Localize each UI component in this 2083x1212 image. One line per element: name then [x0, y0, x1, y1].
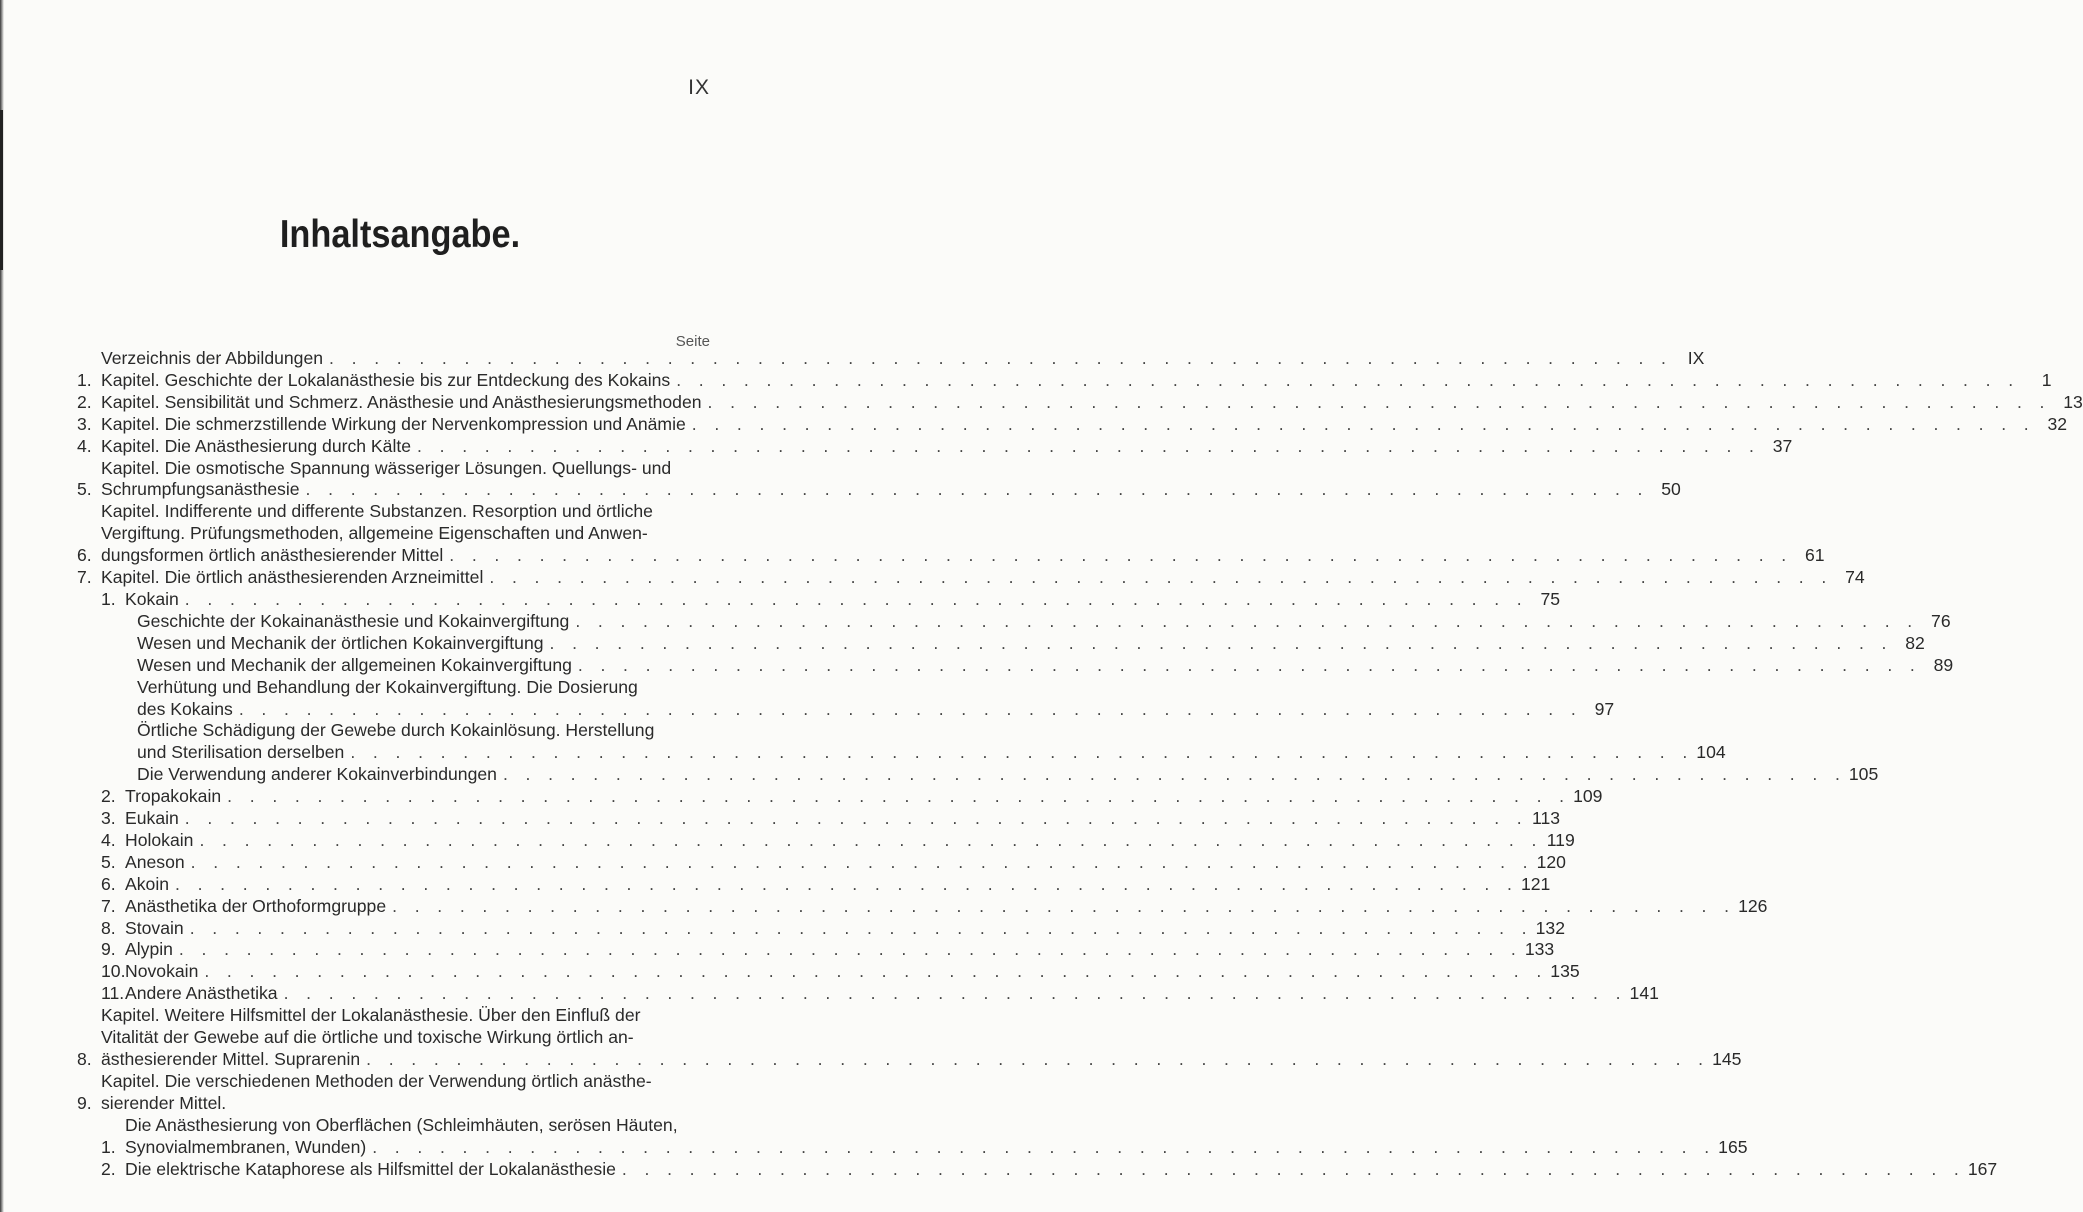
toc-entry-text: Stovain — [125, 917, 184, 938]
toc-entry-text: Holokain — [125, 829, 194, 850]
toc-entry-text: Die elektrische Kataphorese als Hilfsmittel der Lokalanästhesie — [125, 1158, 616, 1179]
toc-entry — [77, 567, 1865, 589]
toc-entry-page: 76 — [1931, 610, 1951, 631]
toc-entry-text: Kokain — [125, 588, 179, 609]
toc-entry-number: 3. — [101, 808, 116, 829]
page-binding-shadow — [0, 110, 3, 270]
toc-entry — [77, 1158, 1998, 1181]
toc-entry-page: 74 — [1845, 567, 1865, 588]
toc-entry — [77, 917, 1565, 940]
toc-entry-page: 75 — [1540, 588, 1561, 609]
toc-entry — [77, 588, 1561, 611]
dot-leader: . . . . . . . . . . . . . . . . . . . . . . . . . . . . . . . . . . . . . . . . . . . . . . . . . . . . . . . . . . . . — [350, 742, 1694, 763]
dot-leader: . . . . . . . . . . . . . . . . . . . . . . . . . . . . . . . . . . . . . . . . . . . . . . . . . . . . . . . . . . . . — [305, 479, 1649, 500]
toc-entry-number: 8. — [101, 917, 116, 938]
toc-entry-text: dungsformen örtlich anästhesierender Mittel — [101, 545, 444, 566]
toc-entry-text: Kapitel. Die osmotische Spannung wässeriger Lösungen. Quellungs- und — [101, 457, 672, 478]
dot-leader: . . . . . . . . . . . . . . . . . . . . . . . . . . . . . . . . . . . . . . . . . . . . . . . . . . . . . . . . . . . . — [283, 983, 1627, 1004]
toc-entry — [77, 391, 2083, 414]
toc-entry-page: 167 — [1967, 1158, 1998, 1179]
toc-entry — [77, 961, 1580, 983]
toc-entry-page: IX — [1687, 348, 1705, 368]
toc-entry-number: 4. — [77, 435, 92, 456]
toc-entry — [77, 939, 1555, 961]
toc-entry-text: Vergiftung. Prüfungsmethoden, allgemeine Eigenschaften und Anwen- — [101, 523, 648, 544]
toc-entry-number: 5. — [77, 479, 92, 500]
dot-leader: . . . . . . . . . . . . . . . . . . . . . . . . . . . . . . . . . . . . . . . . . . . . . . . . . . . . . . . . . . . . — [184, 588, 1529, 609]
dot-leader: . . . . . . . . . . . . . . . . . . . . . . . . . . . . . . . . . . . . . . . . . . . . . . . . . . . . . . . . . . . . — [577, 654, 1922, 675]
toc-entry-text: Vitalität der Gewebe auf die örtliche und toxische Wirkung örtlich an- — [101, 1027, 634, 1048]
toc-entry-text: Geschichte der Kokainanästhesie und Kokainvergiftung — [137, 610, 570, 631]
toc-entry-text: Eukain — [125, 808, 179, 829]
dot-leader: . . . . . . . . . . . . . . . . . . . . . . . . . . . . . . . . . . . . . . . . . . . . . . . . . . . . . . . . . . . . — [190, 851, 1534, 872]
toc-entry-page: 113 — [1532, 808, 1561, 829]
dot-leader: . . . . . . . . . . . . . . . . . . . . . . . . . . . . . . . . . . . . . . . . . . . . . . . . . . . . . . . . . . . . — [621, 1158, 1966, 1179]
toc-entry-page: 61 — [1805, 545, 1825, 566]
dot-leader: . . . . . . . . . . . . . . . . . . . . . . . . . . . . . . . . . . . . . . . . . . . . . . . . . . . . . . . . . . . . — [417, 435, 1761, 456]
toc-entry-number: 5. — [101, 851, 116, 872]
toc-entry-text: Wesen und Mechanik der allgemeinen Kokainvergiftung — [137, 654, 572, 675]
toc-entry — [77, 983, 1659, 1005]
toc-entry-number: 7. — [77, 567, 92, 588]
toc-entry-number: 2. — [77, 391, 92, 412]
dot-leader: . . . . . . . . . . . . . . . . . . . . . . . . . . . . . . . . . . . . . . . . . . . . . . . . . . . . . . . . . . . . — [184, 808, 1529, 829]
dot-leader: . . . . . . . . . . . . . . . . . . . . . . . . . . . . . . . . . . . . . . . . . . . . . . . . . . . . . . . . . . . . — [189, 917, 1533, 938]
toc-entry-number: 6. — [101, 873, 116, 894]
toc-entry-text: Kapitel. Indifferente und differente Substanzen. Resorption und örtliche — [101, 501, 653, 522]
toc-entry — [77, 457, 1681, 502]
dot-leader: . . . . . . . . . . . . . . . . . . . . . . . . . . . . . . . . . . . . . . . . . . . . . . . . . . . . . . . . . . . . — [204, 961, 1548, 982]
toc-entry-page: 32 — [2047, 413, 2068, 434]
toc-entry — [77, 808, 1561, 830]
toc-entry-text: Kapitel. Die verschiedenen Methoden der Verwendung örtlich anästhe- — [101, 1070, 652, 1091]
dot-leader: . . . . . . . . . . . . . . . . . . . . . . . . . . . . . . . . . . . . . . . . . . . . . . . . . . . . . . . . . . . . — [489, 567, 1833, 588]
dot-leader: . . . . . . . . . . . . . . . . . . . . . . . . . . . . . . . . . . . . . . . . . . . . . . . . . . . . . . . . . . . . — [707, 391, 2051, 412]
toc-entry-page: 89 — [1933, 654, 1954, 675]
toc-entry-text: Anästhetika der Orthoformgruppe — [125, 895, 387, 916]
toc-entry-text: Alypin — [125, 939, 173, 960]
toc-entry-page: 141 — [1629, 983, 1659, 1004]
toc-entry-text: Verzeichnis der Abbildungen — [101, 348, 324, 368]
toc-entry-text: Aneson — [125, 851, 185, 872]
dot-leader: . . . . . . . . . . . . . . . . . . . . . . . . . . . . . . . . . . . . . . . . . . . . . . . . . . . . . . . . . . . . — [575, 610, 1919, 631]
toc-entry — [77, 1005, 1742, 1071]
toc-entry-text: Kapitel. Sensibilität und Schmerz. Anästhesie und Anästhesierungsmethoden — [101, 391, 702, 412]
dot-leader: . . . . . . . . . . . . . . . . . . . . . . . . . . . . . . . . . . . . . . . . . . . . . . . . . . . . . . . . . . . . — [449, 545, 1793, 566]
dot-leader: . . . . . . . . . . . . . . . . . . . . . . . . . . . . . . . . . . . . . . . . . . . . . . . . . . . . . . . . . . . . — [227, 786, 1571, 807]
toc-entry — [77, 435, 1793, 458]
toc-entry-number: 2. — [101, 786, 116, 807]
page-number: IX — [688, 76, 710, 99]
toc-entry-number: 9. — [77, 1092, 92, 1113]
toc-entry-number: 1. — [101, 1136, 116, 1157]
dot-leader: . . . . . . . . . . . . . . . . . . . . . . . . . . . . . . . . . . . . . . . . . . . . . . . . . . . . . . . . . . . . — [175, 873, 1519, 894]
toc-entry-number: 10. — [101, 961, 126, 982]
toc-entry-text: Andere Anästhetika — [125, 983, 278, 1004]
toc-entry-page: 145 — [1712, 1049, 1742, 1069]
toc-entry-page: 50 — [1661, 479, 1681, 500]
toc-entry — [77, 654, 1954, 677]
toc-entry-number: 1. — [101, 588, 116, 609]
toc-entry-page: 120 — [1536, 851, 1566, 872]
toc-entry-page: 133 — [1524, 939, 1555, 960]
toc-entry-number: 4. — [101, 829, 116, 850]
toc-entry-number: 2. — [101, 1158, 116, 1179]
dot-leader: . . . . . . . . . . . . . . . . . . . . . . . . . . . . . . . . . . . . . . . . . . . . . . . . . . . . . . . . . . . . — [392, 895, 1736, 916]
toc-entry-number: 6. — [77, 545, 92, 566]
toc-entry-page: 126 — [1738, 895, 1768, 916]
toc-entry-page: 13 — [2063, 391, 2083, 412]
dot-leader: . . . . . . . . . . . . . . . . . . . . . . . . . . . . . . . . . . . . . . . . . . . . . . . . . . . . . . . . . . . . — [691, 413, 2036, 434]
dot-leader: . . . . . . . . . . . . . . . . . . . . . . . . . . . . . . . . . . . . . . . . . . . . . . . . . . . . . . . . . . . . — [549, 632, 1893, 653]
toc-entry — [77, 829, 1575, 852]
toc-entry — [77, 873, 1551, 896]
toc-entry-page: 109 — [1573, 786, 1603, 807]
table-of-contents — [77, 348, 2083, 1180]
toc-entry-number: 7. — [101, 895, 116, 916]
dot-leader: . . . . . . . . . . . . . . . . . . . . . . . . . . . . . . . . . . . . . . . . . . . . . . . . . . . . . . . . . . . . — [502, 764, 1847, 785]
toc-entry — [77, 369, 2052, 392]
toc-entry — [77, 1114, 1748, 1159]
dot-leader: . . . . . . . . . . . . . . . . . . . . . . . . . . . . . . . . . . . . . . . . . . . . . . . . . . . . . . . . . . . . — [238, 698, 1583, 719]
toc-entry — [77, 720, 1726, 764]
toc-entry-text: Synovialmembranen, Wunden) — [125, 1136, 367, 1157]
toc-entry — [77, 895, 1768, 918]
page-title: Inhaltsangabe. — [279, 213, 521, 256]
toc-entry-number: 8. — [77, 1049, 92, 1069]
toc-entry-number: 3. — [77, 413, 92, 434]
toc-entry-text: Akoin — [125, 873, 170, 894]
toc-entry-text: Wesen und Mechanik der örtlichen Kokainvergiftung — [137, 632, 544, 653]
toc-entry-text: Kapitel. Die Anästhesierung durch Kälte — [101, 435, 412, 456]
dot-leader: . . . . . . . . . . . . . . . . . . . . . . . . . . . . . . . . . . . . . . . . . . . . . . . . . . . . . . . . . . . . — [676, 369, 2020, 390]
toc-entry-text: Kapitel. Weitere Hilfsmittel der Lokalanästhesie. Über den Einfluß der — [101, 1005, 641, 1026]
toc-entry-text: Tropakokain — [125, 786, 222, 807]
toc-entry-text: Kapitel. Die schmerzstillende Wirkung der Nervenkompression und Anämie — [101, 413, 686, 434]
toc-entry-text: ästhesierender Mittel. Suprarenin — [101, 1049, 361, 1069]
toc-entry-page: 104 — [1696, 742, 1726, 763]
toc-entry — [77, 1071, 710, 1115]
dot-leader: . . . . . . . . . . . . . . . . . . . . . . . . . . . . . . . . . . . . . . . . . . . . . . . . . . . . . . . . . . . . — [366, 1049, 1710, 1069]
toc-entry — [77, 610, 1951, 633]
column-header-page: Seite — [675, 333, 710, 350]
toc-entry-text: Kapitel. Die örtlich anästhesierenden Arzneimittel — [101, 567, 484, 588]
toc-entry-text: Die Verwendung anderer Kokainverbindungen — [137, 764, 497, 785]
toc-entry-page: 97 — [1594, 698, 1615, 719]
toc-entry-page: 121 — [1520, 873, 1551, 894]
toc-entry — [77, 348, 1705, 370]
toc-entry-page: 105 — [1848, 764, 1879, 785]
toc-entry-page: 165 — [1718, 1136, 1748, 1157]
toc-entry-text: sierender Mittel. — [101, 1092, 227, 1113]
toc-entry — [77, 786, 1603, 808]
toc-entry — [77, 764, 1879, 786]
toc-entry-number: 1. — [77, 369, 92, 390]
toc-entry-page: 132 — [1535, 917, 1565, 938]
toc-entry-text: Örtliche Schädigung der Gewebe durch Kokainlösung. Herstellung — [137, 720, 655, 741]
toc-entry — [77, 676, 1615, 721]
toc-entry-page: 82 — [1905, 632, 1925, 653]
dot-leader: . . . . . . . . . . . . . . . . . . . . . . . . . . . . . . . . . . . . . . . . . . . . . . . . . . . . . . . . . . . . — [329, 348, 1673, 368]
toc-entry — [77, 501, 1825, 567]
toc-entry-text: Die Anästhesierung von Oberflächen (Schleimhäuten, serösen Häuten, — [125, 1114, 678, 1135]
dot-leader: . . . . . . . . . . . . . . . . . . . . . . . . . . . . . . . . . . . . . . . . . . . . . . . . . . . . . . . . . . . . — [199, 829, 1543, 850]
toc-entry-text: des Kokains — [137, 698, 233, 719]
toc-entry-text: Schrumpfungsanästhesie — [101, 479, 300, 500]
toc-entry-text: Novokain — [125, 961, 199, 982]
toc-entry-text: Verhütung und Behandlung der Kokainvergiftung. Die Dosierung — [137, 676, 638, 697]
dot-leader: . . . . . . . . . . . . . . . . . . . . . . . . . . . . . . . . . . . . . . . . . . . . . . . . . . . . . . . . . . . . — [372, 1136, 1716, 1157]
dot-leader: . . . . . . . . . . . . . . . . . . . . . . . . . . . . . . . . . . . . . . . . . . . . . . . . . . . . . . . . . . . . — [178, 939, 1523, 960]
toc-entry-text: Kapitel. Geschichte der Lokalanästhesie bis zur Entdeckung des Kokains — [101, 369, 671, 390]
toc-entry-text: und Sterilisation derselben — [137, 742, 345, 763]
toc-entry — [77, 413, 2068, 436]
toc-entry — [77, 851, 1566, 874]
toc-entry-page: 37 — [1772, 435, 1793, 456]
toc-entry-page: 1 — [2041, 369, 2052, 390]
toc-entry — [77, 632, 1925, 655]
toc-entry-number: 11. — [101, 983, 125, 1004]
toc-entry-number: 9. — [101, 939, 116, 960]
toc-entry-page: 135 — [1550, 961, 1580, 982]
toc-entry-page: 119 — [1546, 829, 1575, 850]
